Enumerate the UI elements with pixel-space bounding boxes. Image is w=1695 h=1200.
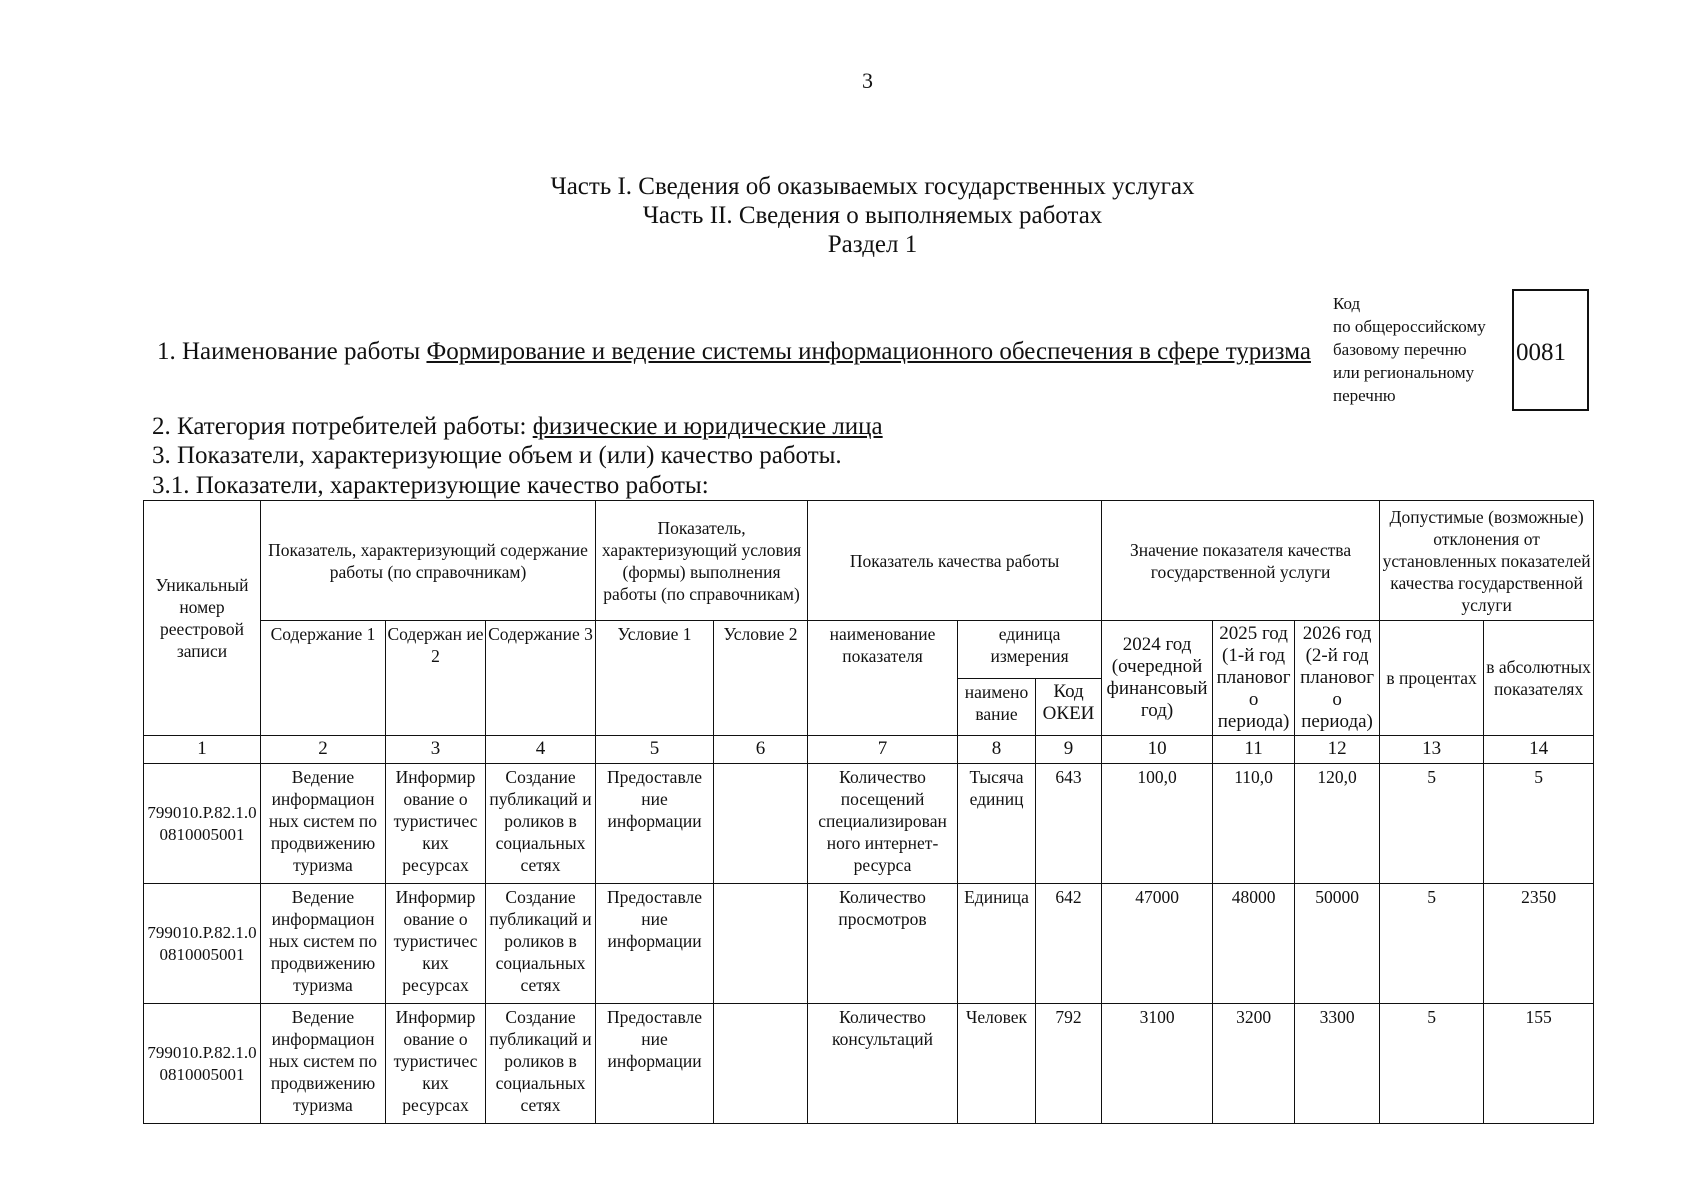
header-condition2: Условие 2 — [714, 621, 808, 736]
header-value-group: Значение показателя качества государственной услуги — [1102, 501, 1380, 621]
cell-uid: 799010.Р.82.1.00810005001 — [144, 764, 261, 884]
indicators-heading: 3. Показатели, характеризующие объем и (или) качество работы. — [152, 442, 842, 469]
header-absolute: в абсолютных показателях — [1484, 621, 1594, 736]
quality-heading: 3.1. Показатели, характеризующие качество работы: — [152, 472, 709, 499]
header-row — [144, 501, 1594, 621]
code-label-line: или региональному — [1333, 363, 1475, 382]
cell-condition1: Предоставле ние информации — [596, 884, 714, 1004]
cell-absolute: 155 — [1484, 1004, 1594, 1124]
header-content2: Содержан ие 2 — [386, 621, 486, 736]
cell-unit-name: Человек — [958, 1004, 1036, 1124]
column-number: 1 — [144, 736, 261, 764]
code-label-line: Код — [1333, 294, 1361, 313]
cell-content3: Создание публикаций и роликов в социальных сетях — [486, 1004, 596, 1124]
quality-indicators-table — [143, 500, 1594, 1124]
column-number: 13 — [1380, 736, 1484, 764]
column-number-row — [144, 736, 1594, 764]
table-row — [144, 884, 1594, 1004]
cell-uid: 799010.Р.82.1.00810005001 — [144, 1004, 261, 1124]
code-label-line: базовому перечню — [1333, 340, 1467, 359]
consumer-category-label: 2. Категория потребителей работы: — [152, 413, 527, 440]
cell-value-2025: 3200 — [1213, 1004, 1295, 1124]
header-uid: Уникальный номер реестровой записи — [144, 501, 261, 736]
cell-unit-name: Тысяча единиц — [958, 764, 1036, 884]
cell-content3: Создание публикаций и роликов в социальных сетях — [486, 764, 596, 884]
header-quality-group: Показатель качества работы — [808, 501, 1102, 621]
column-number: 6 — [714, 736, 808, 764]
cell-unit-name: Единица — [958, 884, 1036, 1004]
column-number: 5 — [596, 736, 714, 764]
cell-value-2025: 48000 — [1213, 884, 1295, 1004]
code-box: 0081 — [1512, 289, 1589, 411]
cell-indicator: Количество просмотров — [808, 884, 958, 1004]
cell-condition2 — [714, 764, 808, 884]
header-row — [144, 621, 1594, 679]
work-name-value: Формирование и ведение системы информационного обеспечения в сфере туризма — [426, 338, 1311, 365]
header-indicator-name: наименование показателя — [808, 621, 958, 736]
column-number: 4 — [486, 736, 596, 764]
column-number: 8 — [958, 736, 1036, 764]
header-content-group: Показатель, характеризующий содержание работы (по справочникам) — [261, 501, 596, 621]
cell-condition2 — [714, 1004, 808, 1124]
column-number: 12 — [1295, 736, 1380, 764]
column-number: 9 — [1036, 736, 1102, 764]
cell-value-2026: 120,0 — [1295, 764, 1380, 884]
cell-indicator: Количество консультаций — [808, 1004, 958, 1124]
header-conditions-group: Показатель, характеризующий условия (формы) выполнения работы (по справочникам) — [596, 501, 808, 621]
column-number: 7 — [808, 736, 958, 764]
code-label-line: перечню — [1333, 386, 1396, 405]
header-condition1: Условие 1 — [596, 621, 714, 736]
cell-condition2 — [714, 884, 808, 1004]
header-year-2026: 2026 год (2-й год планового периода) — [1295, 621, 1380, 736]
code-label-line: по общероссийскому — [1333, 317, 1486, 336]
code-label — [1333, 292, 1523, 407]
table-row — [144, 764, 1594, 884]
cell-condition1: Предоставле ние информации — [596, 764, 714, 884]
consumer-category-value: физические и юридические лица — [532, 413, 883, 440]
cell-value-2024: 100,0 — [1102, 764, 1213, 884]
page-number: 3 — [862, 68, 873, 93]
cell-okei: 642 — [1036, 884, 1102, 1004]
consumer-category-line — [152, 413, 883, 441]
cell-absolute: 2350 — [1484, 884, 1594, 1004]
section-title: Раздел 1 — [827, 231, 918, 258]
column-number: 3 — [386, 736, 486, 764]
cell-content2: Информир ование о туристичес ких ресурсах — [386, 1004, 486, 1124]
header-year-2024: 2024 год (очередной финансовый год) — [1102, 621, 1213, 736]
column-number: 14 — [1484, 736, 1594, 764]
cell-value-2026: 3300 — [1295, 1004, 1380, 1124]
header-okei: Код ОКЕИ — [1036, 678, 1102, 736]
cell-content2: Информир ование о туристичес ких ресурсах — [386, 884, 486, 1004]
column-number: 11 — [1213, 736, 1295, 764]
cell-percent: 5 — [1380, 884, 1484, 1004]
header-content3: Содержание 3 — [486, 621, 596, 736]
cell-content1: Ведение информацион ных систем по продвижению туризма — [261, 884, 386, 1004]
column-number: 10 — [1102, 736, 1213, 764]
cell-indicator: Количество посещений специализирован ного интернет-ресурса — [808, 764, 958, 884]
table-row — [144, 1004, 1594, 1124]
part1-title: Часть I. Сведения об оказываемых государственных услугах — [550, 173, 1195, 200]
cell-okei: 792 — [1036, 1004, 1102, 1124]
cell-condition1: Предоставле ние информации — [596, 1004, 714, 1124]
header-unit-name: наимено вание — [958, 678, 1036, 736]
header-deviation-group: Допустимые (возможные) отклонения от установленных показателей качества государственной услуги — [1380, 501, 1594, 621]
work-name-line — [157, 338, 1311, 366]
cell-absolute: 5 — [1484, 764, 1594, 884]
header-content1: Содержание 1 — [261, 621, 386, 736]
cell-content1: Ведение информацион ных систем по продвижению туризма — [261, 1004, 386, 1124]
cell-content2: Информир ование о туристичес ких ресурсах — [386, 764, 486, 884]
document-titles — [0, 172, 1695, 259]
cell-content3: Создание публикаций и роликов в социальных сетях — [486, 884, 596, 1004]
work-name-label: 1. Наименование работы — [157, 338, 421, 365]
cell-uid: 799010.Р.82.1.00810005001 — [144, 884, 261, 1004]
header-percent: в процентах — [1380, 621, 1484, 736]
cell-percent: 5 — [1380, 1004, 1484, 1124]
cell-value-2026: 50000 — [1295, 884, 1380, 1004]
part2-title: Часть II. Сведения о выполняемых работах — [642, 202, 1103, 229]
cell-value-2024: 3100 — [1102, 1004, 1213, 1124]
header-unit: единица измерения — [958, 621, 1102, 679]
header-year-2025: 2025 год (1-й год планового периода) — [1213, 621, 1295, 736]
cell-percent: 5 — [1380, 764, 1484, 884]
cell-value-2024: 47000 — [1102, 884, 1213, 1004]
cell-okei: 643 — [1036, 764, 1102, 884]
column-number: 2 — [261, 736, 386, 764]
cell-content1: Ведение информацион ных систем по продвижению туризма — [261, 764, 386, 884]
cell-value-2025: 110,0 — [1213, 764, 1295, 884]
